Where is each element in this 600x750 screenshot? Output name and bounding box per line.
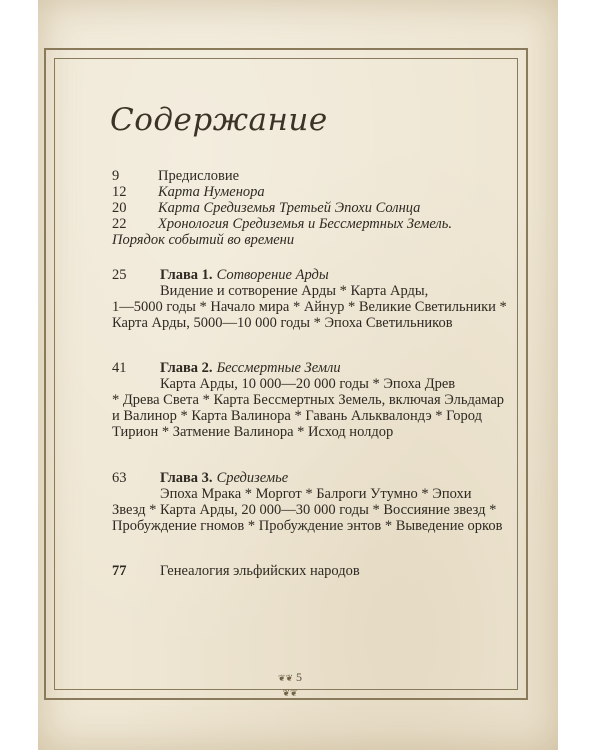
toc-entry-continuation: Порядок событий во времени [112,232,295,248]
toc-page-number: 12 [112,184,127,200]
folio-number: 5 [296,670,303,684]
toc-page-number: 9 [112,168,120,184]
chapter-heading [112,360,512,376]
toc-entry [112,216,512,232]
genealogy-entry [112,563,360,579]
chapter-contents-first-line: Видение и сотворение Арды * Карта Арды, [160,283,429,299]
chapter-contents: * Древа Света * Карта Бессмертных Земель, включая Эльдамар и Валинор * Карта Валинора * Гавань Альквалондэ * Город Тирион * Затмение Валинора * Исход нолдор [112,392,505,440]
chapter-1-entry [112,267,512,331]
toc-entry [112,168,512,184]
toc-entry-title: Генеалогия эльфийских народов [160,563,360,579]
chapter-label: Глава 1. [160,267,213,283]
page-number-footer [270,670,310,700]
toc-entry-title: Предисловие [158,168,240,184]
toc-page-number: 41 [112,360,127,376]
chapter-contents-first-line: Эпоха Мрака * Моргот * Балроги Утумно * Эпохи [160,486,472,502]
chapter-contents: Звезд * Карта Арды, 20 000—30 000 годы * Воссияние звезд * Пробуждение гномов * Пробуждение энтов * Выведение орков [112,502,503,534]
toc-entry-title: Карта Средиземья Третьей Эпохи Солнца [158,200,421,216]
toc-entry-title: Карта Нуменора [158,184,265,200]
page-title: Содержание [110,102,328,138]
chapter-title: Бессмертные Земли [216,360,341,376]
toc-page-number: 20 [112,200,127,216]
toc-page-number: 22 [112,216,127,232]
toc-page-number: 63 [112,470,127,486]
chapter-title: Сотворение Арды [216,267,329,283]
toc-page-number: 77 [112,563,127,579]
ornament-right-icon: ❦❦ [282,688,298,698]
chapter-3-entry [112,470,512,534]
toc-page-number: 25 [112,267,127,283]
chapter-2-entry [112,360,512,440]
chapter-contents: 1—5000 годы * Начало мира * Айнур * Великие Светильники * Карта Арды, 5000—10 000 годы * Эпоха Светильников [112,299,507,331]
chapter-label: Глава 3. [160,470,213,486]
chapter-contents-first-line: Карта Арды, 10 000—20 000 годы * Эпоха Древ [160,376,456,392]
chapter-heading [112,470,512,486]
ornament-left-icon: ❦❦ [277,673,294,683]
chapter-title: Средиземье [216,470,289,486]
chapter-label: Глава 2. [160,360,213,376]
chapter-heading [112,267,512,283]
toc-entry-title: Хронология Средиземья и Бессмертных Земель. [158,216,452,232]
toc-entry [112,200,512,216]
toc-entry [112,184,512,200]
front-matter-list [112,168,512,248]
